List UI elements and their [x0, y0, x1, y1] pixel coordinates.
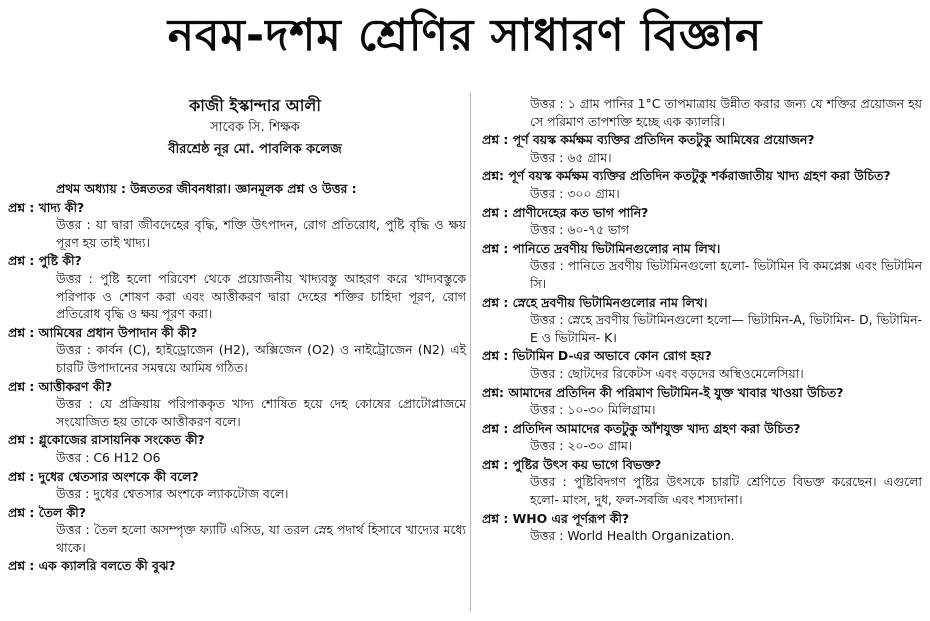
answer: উত্তর : কার্বন (C), হাইড্রোজেন (H2), অক্সিজেন (O2) ও নাইট্রোজেন (N2) এই চারটি উপাদানের সমন্বয়ে আমিষ গঠিত। [56, 342, 466, 375]
answer: উত্তর : স্নেহে দ্রবণীয় ভিটামিনগুলো হলো— ভিটামিন-A, ভিটামিন- D, ভিটামিন- E ও ভিটামিন- K। [530, 312, 922, 345]
question: প্রশ্ন : দুধের শ্বেতসার অংশকে কী বলে? [8, 468, 199, 484]
qa-item [482, 456, 922, 509]
qa-item [482, 240, 922, 293]
question: প্রশ্ন : আমিষের প্রধান উপাদান কী কী? [8, 324, 198, 340]
question: প্রশ্ন : তৈল কী? [8, 504, 86, 520]
answer: উত্তর : C6 H12 O6 [56, 449, 161, 465]
question: প্রশ্ন : পুষ্টির উৎস কয় ভাগে বিভক্ত? [482, 456, 662, 472]
answer: উত্তর : দুধের শ্বেতসার অংশকে ল্যাকটোজ বলে। [56, 486, 289, 502]
qa-item [482, 294, 922, 347]
question: প্রশ্ন : আত্তীকরণ কী? [8, 378, 113, 394]
answer: উত্তর : ৬৫ গ্রাম। [530, 149, 612, 165]
author-block [130, 95, 380, 161]
qa-item [8, 199, 466, 252]
answer: উত্তর : ছোটদের রিকেটস এবং বড়দের অস্থিওমেলেসিয়া। [530, 365, 804, 381]
answer: উত্তর : World Health Organization. [530, 528, 735, 544]
answer: উত্তর : পানিতে দ্রবণীয় ভিটামিনগুলো হলো- ভিটামিন বি কমপ্লেক্স এবং ভিটামিন সি। [530, 258, 922, 291]
qa-item [482, 384, 922, 419]
qa-item [482, 510, 922, 545]
qa-item [8, 252, 466, 322]
question: প্রশ্ন : WHO এর পূর্ণরূপ কী? [482, 510, 630, 526]
question: প্রশ্ন: আমাদের প্রতিদিন কী পরিমাণ ভিটামিন-ই যুক্ত খাবার খাওয়া উচিত? [482, 384, 844, 400]
answer: উত্তর : পুষ্টি হলো পরিবেশ থেকে প্রয়োজনীয় খাদ্যবস্তু আহরণ করে খাদ্যবস্তুকে পরিপাক ও শোষণ করা এবং আত্তীকরণ দ্বারা দেহের শক্তির চাহিদা পূরণ, রোগ প্রতিরোধ বৃদ্ধি ও ক্ষয় পূরণ করা। [56, 270, 466, 322]
qa-item [482, 167, 922, 202]
qa-item [8, 557, 466, 575]
question: প্রশ্ন: পূর্ণ বয়স্ক কর্মক্ষম ব্যক্তির প্রতিদিন কতটুকু শর্করাজাতীয় খাদ্য গ্রহণ করা উচিত? [482, 168, 891, 184]
question: প্রশ্ন : ভিটামিন D-এর অভাবে কোন রোগ হয়? [482, 348, 712, 364]
column-divider [470, 92, 471, 612]
answer: উত্তর : পুষ্টিবিদগণ পুষ্টির উৎসকে চারটি শ্রেণিতে বিভক্ত করেছেন। এগুলো হলো- মাংস, দুধ, ফল-সবজি এবং শস্যদানা। [530, 474, 922, 508]
page-title: নবম-দশম শ্রেণির সাধারণ বিজ্ঞান [167, 10, 763, 61]
answer: উত্তর : যা দ্বারা জীবদেহের বৃদ্ধি, শক্তি উৎপাদন, রোগ প্রতিরোধ, পুষ্টি বৃদ্ধি ও ক্ষয় পূরণ হয় তাই খাদ্য। [56, 217, 466, 250]
question: প্রশ্ন : পূর্ণ বয়স্ক কর্মক্ষম ব্যক্তির প্রতিদিন কতটুকু আমিষের প্রয়োজন? [482, 132, 815, 148]
qa-item [482, 204, 922, 239]
question: প্রশ্ন : প্রাণীদেহের কত ভাগ পানি? [482, 204, 649, 220]
question: প্রশ্ন : এক ক্যালরি বলতে কী বুঝ? [8, 558, 176, 574]
question: প্রশ্ন : খাদ্য কী? [8, 199, 85, 215]
right-column [482, 95, 922, 545]
question: প্রশ্ন : প্রতিদিন আমাদের কতটুকু আঁশযুক্ত খাদ্য গ্রহণ করা উচিত? [482, 420, 801, 436]
answer: উত্তর : ৩০০ গ্রাম। [530, 185, 620, 201]
qa-item [482, 347, 922, 382]
author-college: বীরশ্রেষ্ঠ নূর মো. পাবলিক কলেজ [168, 142, 342, 157]
qa-item [8, 324, 466, 377]
answer: উত্তর : ১০-৩০ মিলিগ্রাম। [530, 402, 656, 418]
qa-item [482, 420, 922, 455]
question: প্রশ্ন : গ্লুকোজের রাসায়নিক সংকেত কী? [8, 432, 205, 448]
qa-item [482, 131, 922, 166]
question: প্রশ্ন : স্নেহে দ্রবণীয় ভিটামিনগুলোর নাম লিখ। [482, 294, 708, 310]
qa-item [8, 504, 466, 557]
answer: উত্তর : ৬০-৭৫ ভাগ [530, 222, 629, 238]
question: প্রশ্ন : পুষ্টি কী? [8, 253, 82, 269]
question: প্রশ্ন : পানিতে দ্রবণীয় ভিটামিনগুলোর নাম লিখ। [482, 240, 721, 256]
answer: উত্তর : তৈল হলো অসম্পৃক্ত ফ্যাটি এসিড, যা তরল স্নেহ পদার্থ হিসাবে খাদ্যের মধ্যে থাকে। [56, 522, 466, 555]
left-column [8, 180, 466, 575]
author-name: কাজী ইস্কান্দার আলী [189, 96, 321, 115]
answer-continued: উত্তর : ১ গ্রাম পানির 1°C তাপমাত্রায় উন্নীত করার জন্য যে শক্তির প্রয়োজন হয় সে পরিমাণ তাপশক্তি হচ্ছে এক ক্যালরি। [530, 96, 922, 129]
chapter-heading: প্রথম অধ্যায় : উন্নততর জীবনধারা। জ্ঞানমূলক প্রশ্ন ও উত্তর : [56, 181, 357, 196]
qa-item [8, 468, 466, 503]
qa-item [8, 431, 466, 466]
qa-item [8, 378, 466, 431]
answer: উত্তর : ২০-৩০ গ্রাম। [530, 438, 633, 454]
answer: উত্তর : যে প্রক্রিয়ায় পরিপাককৃত খাদ্য শোষিত হয়ে দেহ কোষের প্রোটোপ্লাজমে সংযোজিত হয় তাকে আত্তীকরণ বলে। [56, 396, 466, 429]
author-designation: সাবেক সি. শিক্ষক [210, 120, 300, 135]
